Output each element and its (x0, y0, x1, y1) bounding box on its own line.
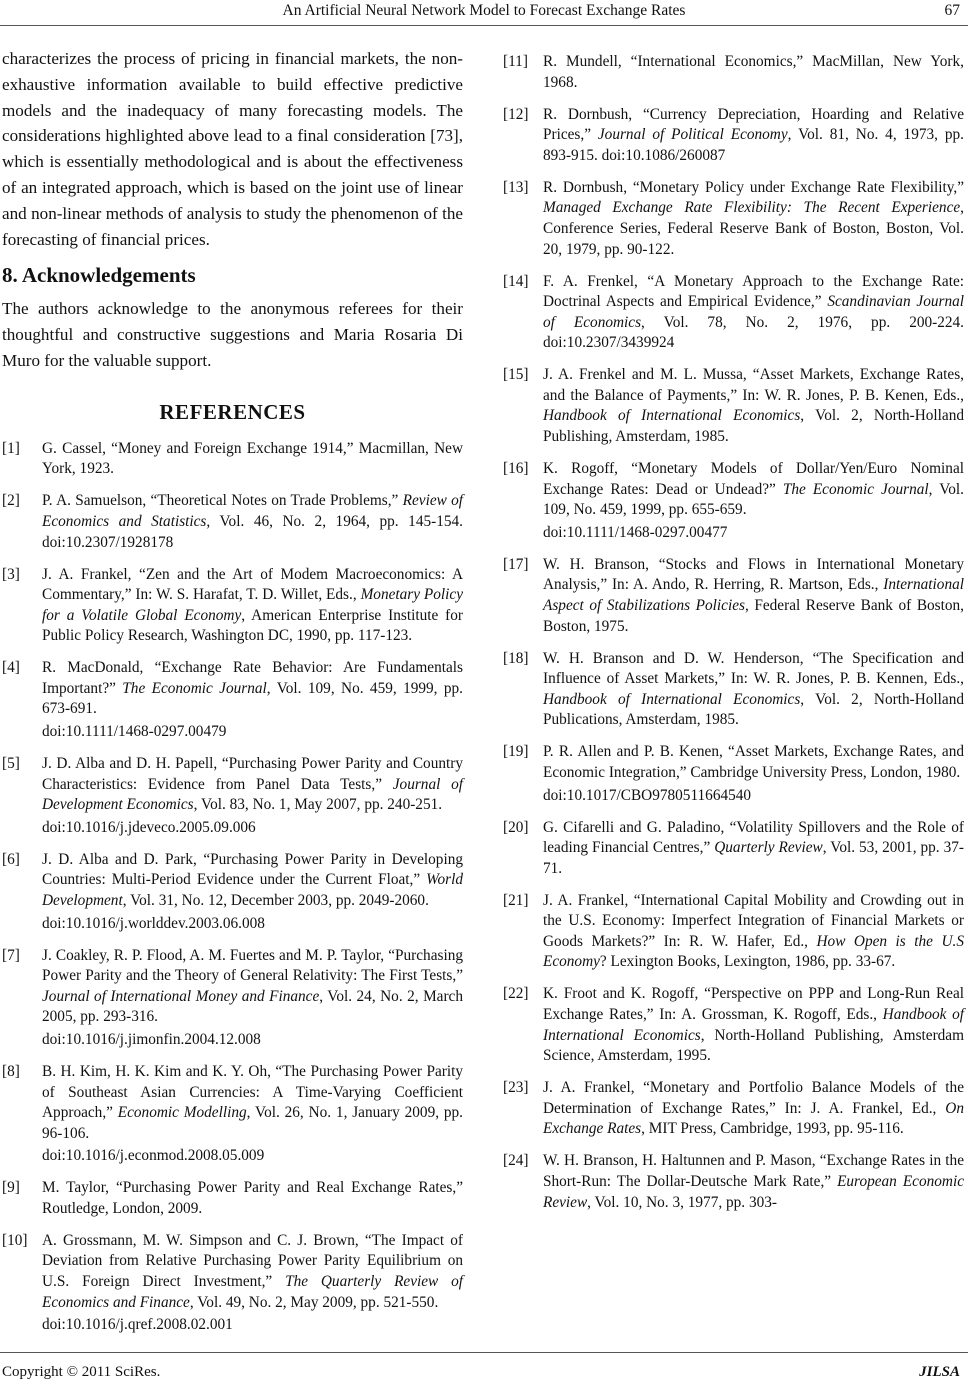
reference-source: Handbook of International Economics (543, 1006, 964, 1044)
reference-number: [7] (2, 946, 20, 964)
reference-doi: doi:10.1111/1468-0297.00477 (543, 523, 728, 541)
reference-number: [12] (503, 105, 529, 123)
reference-text: J. A. Frenkel and M. L. Mussa, “Asset Markets, Exchange Rates, and the Balance of Payments,” In: W. R. Jones, P. B. Kenen, Eds., (543, 366, 964, 404)
reference-source: Journal of International Money and Finance (42, 987, 320, 1005)
reference-text: K. Froot and K. Rogoff, “Perspective on PPP and Long-Run Real Exchange Rates,” In: A. Grossman, K. Rogoff, Eds., (543, 985, 964, 1024)
journal-abbreviation: JILSA (919, 1364, 960, 1380)
reference-text: R. Dornbush, “Monetary Policy under Exchange Rate Flexibility,” (543, 178, 964, 196)
reference-text: J. D. Alba and D. H. Papell, “Purchasing Power Parity and Country Characteristics: Evidence from Panel Data Tests,” (42, 755, 463, 793)
reference-item (503, 105, 964, 167)
right-column (503, 52, 964, 1225)
reference-text: M. Taylor, “Purchasing Power Parity and Real Exchange Rates,” Routledge, London, 2009. (42, 1179, 463, 1217)
reference-doi: doi:10.1016/j.jdeveco.2005.09.006 (42, 818, 256, 836)
reference-item (2, 658, 463, 742)
reference-source: On Exchange Rates (543, 1099, 964, 1138)
reference-number: [10] (2, 1231, 28, 1249)
running-title: An Artificial Neural Network Model to Forecast Exchange Rates (282, 2, 686, 19)
reference-item (2, 754, 463, 838)
reference-text: G. Cifarelli and G. Paladino, “Volatility Spillovers and the Role of leading Financial Centres,” (543, 818, 964, 857)
reference-text: K. Rogoff, “Monetary Models of Dollar/Yen/Euro Nominal Exchange Rates: Dead or Undead?” (543, 460, 964, 498)
reference-details: , Vol. 2, North-Holland Publishing, Amsterdam, 1985. (543, 407, 964, 446)
reference-text: R. Dornbush, “Currency Depreciation, Hoarding and Relative Prices,” (543, 105, 964, 144)
reference-number: [3] (2, 565, 20, 583)
reference-number: [20] (503, 818, 529, 836)
reference-details: , Vol. 81, No. 4, 1973, pp. 893-915. doi:10.1086/260087 (543, 126, 964, 164)
reference-source: The Economic Journal (782, 480, 929, 498)
reference-item (503, 52, 964, 93)
reference-number: [6] (2, 850, 20, 868)
reference-details: , Vol. 83, No. 1, May 2007, pp. 240-251. (193, 796, 443, 814)
reference-item (503, 555, 964, 637)
reference-number: [24] (503, 1152, 529, 1170)
reference-text: B. H. Kim, H. K. Kim and K. Y. Oh, “The Purchasing Power Parity of Southeast Asian Currencies: A Time-Varying Coefficient Approach,” (42, 1062, 463, 1122)
reference-text: P. R. Allen and P. B. Kenen, “Asset Markets, Exchange Rates, and Economic Integration,” Cambridge University Press, London, 1980. (543, 743, 964, 781)
header-rule (0, 25, 968, 26)
reference-doi: doi:10.1016/j.econmod.2008.05.009 (42, 1147, 265, 1165)
reference-source: Monetary Policy for a Volatile Global Economy (42, 586, 464, 624)
reference-details: , Conference Series, Federal Reserve Bank of Boston, Boston, Vol. 20, 1979, pp. 90-122. (543, 199, 964, 258)
reference-text: J. A. Frankel, “Monetary and Portfolio Balance Models of the Determination of Exchange Rates,” In: J. A. Frankel, Ed., (543, 1079, 964, 1117)
running-header (0, 0, 968, 26)
reference-item (2, 850, 463, 934)
reference-doi: doi:10.1111/1468-0297.00479 (42, 723, 227, 741)
reference-item (503, 365, 964, 447)
left-column (2, 46, 463, 1347)
reference-number: [16] (503, 460, 529, 478)
reference-source: Economic Modelling (117, 1104, 247, 1122)
reference-number: [23] (503, 1079, 529, 1097)
reference-number: [8] (2, 1062, 20, 1080)
reference-item (503, 742, 964, 806)
reference-details: , Vol. 78, No. 2, 1976, pp. 200-224. doi:10.2307/3439924 (543, 313, 965, 352)
reference-details: , Vol. 49, No. 2, May 2009, pp. 521-550. (189, 1293, 439, 1311)
copyright-notice: Copyright © 2011 SciRes. (2, 1364, 161, 1380)
reference-number: [2] (2, 492, 20, 510)
reference-text: R. MacDonald, “Exchange Rate Behavior: Are Fundamentals Important?” (42, 659, 463, 697)
reference-doi: doi:10.1016/j.worlddev.2003.06.008 (42, 914, 265, 932)
reference-item (503, 649, 964, 731)
reference-source: How Open is the U.S Economy (543, 932, 964, 971)
reference-item (2, 1178, 463, 1219)
reference-source: Quarterly Review (714, 839, 823, 857)
acknowledgements-paragraph: The authors acknowledge to the anonymous referees for their thoughtful and constructive suggestions and Maria Rosaria Di Muro for the valuable support. (2, 299, 463, 370)
reference-item (503, 178, 964, 260)
reference-number: [15] (503, 366, 529, 384)
reference-details: , Vol. 24, No. 2, March 2005, pp. 293-316. (42, 987, 463, 1026)
reference-item (503, 891, 964, 973)
acknowledgements-heading: 8. Acknowledgements (2, 263, 196, 288)
reference-number: [22] (503, 985, 529, 1003)
reference-details: , North-Holland Publishing, Amsterdam Science, Amsterdam, 1995. (543, 1026, 964, 1065)
reference-details: , Vol. 53, 2001, pp. 37-71. (543, 839, 964, 877)
reference-number: [9] (2, 1179, 20, 1197)
reference-details: , Vol. 26, No. 1, January 2009, pp. 96-106. (42, 1104, 463, 1142)
reference-item (503, 272, 964, 354)
reference-details: , Vol. 31, No. 12, December 2003, pp. 2049-2060. (122, 892, 429, 909)
reference-text: R. Mundell, “International Economics,” MacMillan, New York, 1968. (543, 53, 964, 91)
reference-source: International Aspect of Stabilizations Policies (543, 576, 964, 614)
reference-details: , Federal Reserve Bank of Boston, Boston, 1975. (543, 597, 964, 635)
reference-source: European Economic Review (543, 1172, 964, 1211)
reference-text: G. Cassel, “Money and Foreign Exchange 1914,” Macmillan, New York, 1923. (42, 439, 463, 478)
reference-doi: doi:10.1017/CBO9780511664540 (543, 786, 752, 804)
reference-item (503, 1078, 964, 1140)
reference-text: A. Grossmann, M. W. Simpson and C. J. Brown, “The Impact of Deviation from Relative Purchasing Power Parity Equilibrium on U.S. Foreign Direct Investment,” (42, 1231, 463, 1291)
reference-text: J. Coakley, R. P. Flood, A. M. Fuertes and M. P. Taylor, “Purchasing Power Parity and the Theory of General Relativity: The First Tests,” (42, 946, 463, 985)
reference-item (2, 565, 463, 647)
reference-details: , Vol. 109, No. 459, 1999, pp. 673-691. (42, 679, 463, 718)
reference-text: J. A. Frankel, “Zen and the Art of Modem Macroeconomics: A Commentary,” In: W. S. Harafat, T. D. Willet, Eds., (42, 565, 463, 604)
reference-item (2, 439, 463, 480)
reference-item (503, 984, 964, 1066)
reference-source: Review of Economics and Statistics (42, 492, 463, 530)
reference-text: J. A. Frankel, “International Capital Mobility and Crowding out in the U.S. Economy: Imperfect Integration of Financial Markets or Goods Markets?” In: R. W. Hafer, Ed., (543, 891, 964, 950)
reference-details: , Vol. 109, No. 459, 1999, pp. 655-659. (543, 480, 964, 519)
reference-item (2, 1062, 463, 1167)
reference-source: World Development (42, 871, 463, 909)
references-heading: REFERENCES (159, 399, 306, 424)
reference-number: [11] (503, 53, 528, 70)
reference-details: , Vol. 2, North-Holland Publications, Amsterdam, 1985. (543, 690, 964, 729)
reference-item (2, 1231, 463, 1336)
reference-text: W. H. Branson, H. Haltunnen and P. Mason, “Exchange Rates in the Short-Run: The Dollar-Deutsche Mark Rate,” (543, 1152, 964, 1190)
reference-number: [19] (503, 743, 529, 761)
reference-number: [14] (503, 272, 529, 290)
reference-number: [5] (2, 755, 20, 773)
reference-details: , American Enterprise Institute for Public Policy Research, Washington DC, 1990, pp. 117-123. (42, 606, 463, 645)
reference-details: ? Lexington Books, Lexington, 1986, pp. 33-67. (599, 953, 896, 971)
reference-item (503, 459, 964, 543)
reference-source: Handbook of International Economics (543, 407, 801, 425)
page-number: 67 (944, 2, 960, 19)
reference-source: Journal of Development Economics (42, 775, 463, 814)
reference-number: [13] (503, 178, 529, 196)
reference-source: Journal of Political Economy (597, 126, 788, 144)
reference-text: J. D. Alba and D. Park, “Purchasing Power Parity in Developing Countries: Multi-Period Evidence under the Current Float,” (42, 850, 463, 889)
reference-number: [1] (2, 439, 20, 457)
footer-rule (0, 1352, 968, 1353)
reference-text: F. A. Frenkel, “A Monetary Approach to the Exchange Rate: Doctrinal Aspects and Empirical Evidence,” (543, 272, 964, 311)
reference-source: Handbook of International Economics (543, 690, 801, 708)
reference-source: The Quarterly Review of Economics and Finance (42, 1273, 464, 1311)
reference-text: P. A. Samuelson, “Theoretical Notes on Trade Problems,” (42, 492, 403, 510)
reference-details: , Vol. 10, No. 3, 1977, pp. 303- (587, 1193, 777, 1211)
reference-number: [4] (2, 659, 20, 677)
reference-doi: doi:10.1016/j.jimonfin.2004.12.008 (42, 1030, 261, 1048)
reference-source: Scandinavian Journal of Economics (543, 293, 964, 331)
reference-item (2, 491, 463, 553)
reference-number: [21] (503, 891, 529, 909)
reference-text: W. H. Branson, “Stocks and Flows in International Monetary Analysis,” In: A. Ando, R. Herring, R. Martson, Eds., (543, 555, 964, 594)
reference-item (503, 818, 964, 880)
reference-doi: doi:10.1016/j.qref.2008.02.001 (42, 1316, 233, 1334)
reference-number: [18] (503, 649, 529, 667)
reference-number: [17] (503, 555, 529, 573)
reference-item (503, 1151, 964, 1213)
reference-details: , MIT Press, Cambridge, 1993, pp. 95-116. (641, 1120, 904, 1138)
reference-source: The Economic Journal (122, 679, 267, 697)
reference-details: , Vol. 46, No. 2, 1964, pp. 145-154. doi:10.2307/1928178 (42, 512, 463, 551)
reference-text: W. H. Branson and D. W. Henderson, “The Specification and Influence of Asset Markets,” In: W. R. Jones, P. B. Kennen, Eds., (543, 649, 964, 688)
reference-item (2, 946, 463, 1051)
intro-paragraph: characterizes the process of pricing in financial markets, the non-exhaustive information available to build effective predictive models and the inadequacy of many forecasting models. The considerations highlighted above lead to a final consideration [73], which is essentially methodological and is about the effectiveness of an integrated approach, which is based on the joint use of linear and non-linear methods of analysis to study the phenomenon of the forecasting of financial prices. (2, 49, 463, 249)
reference-source: Managed Exchange Rate Flexibility: The Recent Experience (543, 199, 961, 217)
